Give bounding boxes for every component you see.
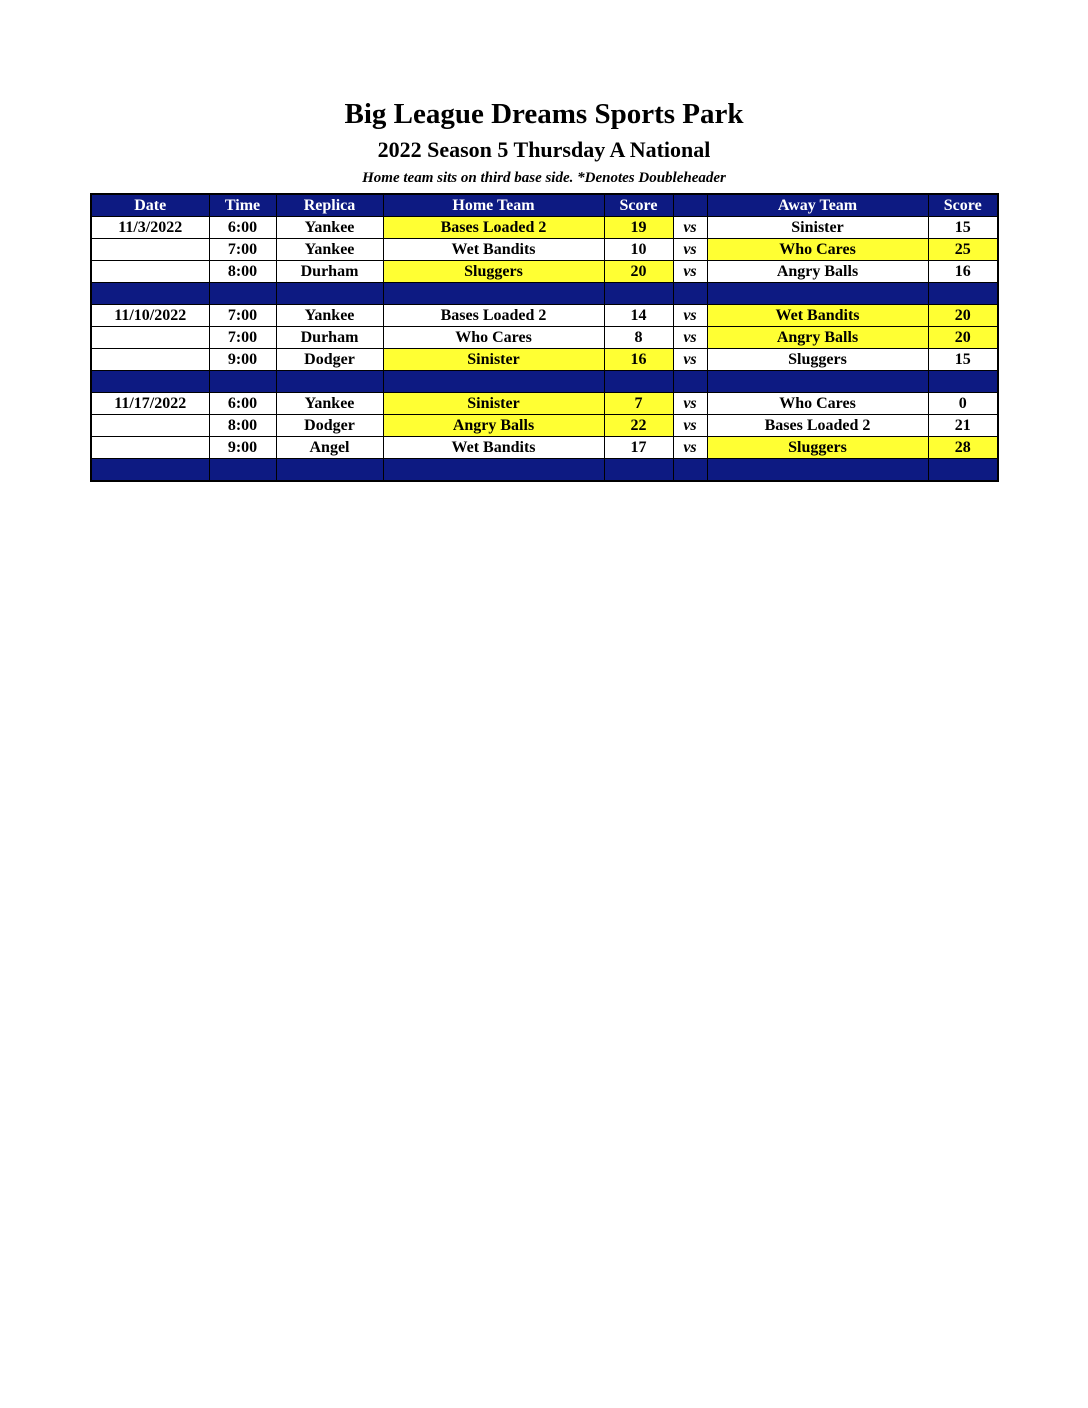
away-team-cell: Who Cares — [707, 393, 928, 415]
col-header-home-score: Score — [604, 194, 673, 217]
away-score-cell: 25 — [928, 239, 998, 261]
away-team-cell: Angry Balls — [707, 327, 928, 349]
col-header-away-score: Score — [928, 194, 998, 217]
col-header-replica: Replica — [276, 194, 383, 217]
separator-cell — [209, 283, 276, 305]
col-header-date: Date — [91, 194, 209, 217]
group-separator-row — [91, 371, 998, 393]
vs-label: vs — [673, 239, 707, 261]
time-cell: 9:00 — [209, 437, 276, 459]
home-team-cell: Sinister — [383, 393, 604, 415]
home-team-cell: Wet Bandits — [383, 437, 604, 459]
separator-cell — [276, 459, 383, 482]
separator-cell — [276, 283, 383, 305]
separator-cell — [604, 283, 673, 305]
time-cell: 6:00 — [209, 393, 276, 415]
replica-cell: Dodger — [276, 415, 383, 437]
separator-cell — [707, 371, 928, 393]
separator-cell — [383, 371, 604, 393]
away-team-cell: Angry Balls — [707, 261, 928, 283]
table-row — [91, 239, 998, 261]
vs-label: vs — [673, 393, 707, 415]
away-team-cell: Wet Bandits — [707, 305, 928, 327]
date-cell — [91, 239, 209, 261]
separator-cell — [707, 459, 928, 482]
home-score-cell: 16 — [604, 349, 673, 371]
away-score-cell: 28 — [928, 437, 998, 459]
time-cell: 7:00 — [209, 239, 276, 261]
separator-cell — [928, 283, 998, 305]
away-score-cell: 16 — [928, 261, 998, 283]
away-score-cell: 21 — [928, 415, 998, 437]
home-team-cell: Who Cares — [383, 327, 604, 349]
separator-cell — [928, 371, 998, 393]
away-score-cell: 20 — [928, 327, 998, 349]
separator-cell — [673, 371, 707, 393]
group-separator-row — [91, 459, 998, 482]
replica-cell: Angel — [276, 437, 383, 459]
table-row — [91, 437, 998, 459]
col-header-vs — [673, 194, 707, 217]
home-score-cell: 7 — [604, 393, 673, 415]
home-score-cell: 14 — [604, 305, 673, 327]
separator-cell — [209, 371, 276, 393]
vs-label: vs — [673, 349, 707, 371]
date-cell: 11/17/2022 — [91, 393, 209, 415]
time-cell: 8:00 — [209, 261, 276, 283]
col-header-away-team: Away Team — [707, 194, 928, 217]
separator-cell — [604, 371, 673, 393]
date-cell: 11/10/2022 — [91, 305, 209, 327]
separator-cell — [673, 459, 707, 482]
separator-cell — [604, 459, 673, 482]
separator-cell — [91, 459, 209, 482]
vs-label: vs — [673, 305, 707, 327]
away-team-cell: Bases Loaded 2 — [707, 415, 928, 437]
vs-label: vs — [673, 261, 707, 283]
date-cell: 11/3/2022 — [91, 217, 209, 239]
away-score-cell: 20 — [928, 305, 998, 327]
home-team-cell: Sinister — [383, 349, 604, 371]
col-header-time: Time — [209, 194, 276, 217]
table-header-row — [91, 194, 998, 217]
vs-label: vs — [673, 327, 707, 349]
away-score-cell: 0 — [928, 393, 998, 415]
home-score-cell: 20 — [604, 261, 673, 283]
replica-cell: Yankee — [276, 217, 383, 239]
home-score-cell: 10 — [604, 239, 673, 261]
date-cell — [91, 437, 209, 459]
replica-cell: Durham — [276, 327, 383, 349]
table-row — [91, 305, 998, 327]
group-separator-row — [91, 283, 998, 305]
schedule-note: Home team sits on third base side. *Denotes Doubleheader — [362, 170, 726, 186]
home-score-cell: 8 — [604, 327, 673, 349]
date-cell — [91, 349, 209, 371]
separator-cell — [91, 283, 209, 305]
separator-cell — [91, 371, 209, 393]
table-row — [91, 327, 998, 349]
table-row — [91, 349, 998, 371]
col-header-home-team: Home Team — [383, 194, 604, 217]
time-cell: 7:00 — [209, 327, 276, 349]
separator-cell — [276, 371, 383, 393]
away-team-cell: Sinister — [707, 217, 928, 239]
home-team-cell: Bases Loaded 2 — [383, 305, 604, 327]
away-team-cell: Sluggers — [707, 437, 928, 459]
separator-cell — [209, 459, 276, 482]
table-row — [91, 415, 998, 437]
home-score-cell: 22 — [604, 415, 673, 437]
separator-cell — [707, 283, 928, 305]
time-cell: 7:00 — [209, 305, 276, 327]
away-team-cell: Who Cares — [707, 239, 928, 261]
date-cell — [91, 261, 209, 283]
time-cell: 9:00 — [209, 349, 276, 371]
time-cell: 6:00 — [209, 217, 276, 239]
away-score-cell: 15 — [928, 349, 998, 371]
home-team-cell: Bases Loaded 2 — [383, 217, 604, 239]
home-score-cell: 17 — [604, 437, 673, 459]
table-row — [91, 393, 998, 415]
home-score-cell: 19 — [604, 217, 673, 239]
date-cell — [91, 415, 209, 437]
vs-label: vs — [673, 437, 707, 459]
vs-label: vs — [673, 217, 707, 239]
time-cell: 8:00 — [209, 415, 276, 437]
replica-cell: Durham — [276, 261, 383, 283]
separator-cell — [673, 283, 707, 305]
replica-cell: Dodger — [276, 349, 383, 371]
home-team-cell: Angry Balls — [383, 415, 604, 437]
home-team-cell: Sluggers — [383, 261, 604, 283]
away-team-cell: Sluggers — [707, 349, 928, 371]
vs-label: vs — [673, 415, 707, 437]
page-title: Big League Dreams Sports Park — [344, 98, 744, 130]
page-subtitle: 2022 Season 5 Thursday A National — [377, 137, 711, 162]
separator-cell — [383, 283, 604, 305]
away-score-cell: 15 — [928, 217, 998, 239]
separator-cell — [928, 459, 998, 482]
replica-cell: Yankee — [276, 393, 383, 415]
home-team-cell: Wet Bandits — [383, 239, 604, 261]
replica-cell: Yankee — [276, 239, 383, 261]
table-row — [91, 261, 998, 283]
schedule-table — [90, 193, 999, 482]
table-row — [91, 217, 998, 239]
date-cell — [91, 327, 209, 349]
schedule-body — [91, 217, 998, 482]
replica-cell: Yankee — [276, 305, 383, 327]
separator-cell — [383, 459, 604, 482]
